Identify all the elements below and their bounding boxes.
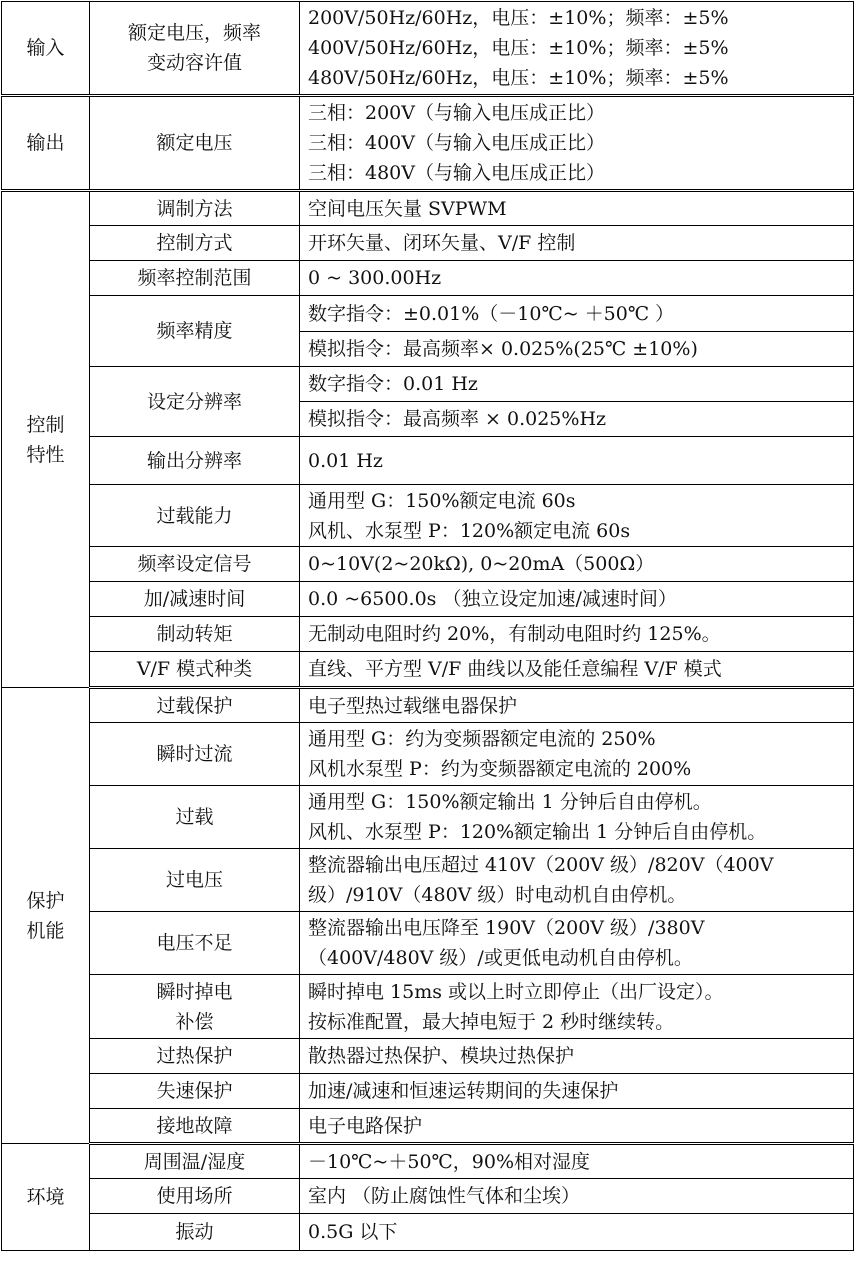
category-label-line: 输出 [26, 132, 65, 154]
value-text: 室内 （防止腐蚀性气体和尘埃） [308, 1185, 581, 1207]
item-cell [90, 1179, 300, 1214]
value-text: 480V/50Hz/60Hz，电压：±10%；频率：±5% [308, 67, 729, 89]
item-label-line: 使用场所 [156, 1185, 233, 1207]
value-text: 风机水泵型 P：约为变频器额定电流的 200% [308, 758, 692, 780]
item-label-line: 过载 [175, 806, 214, 828]
value-text: 通用型 G：150%额定电流 60s [308, 489, 576, 512]
item-cell [90, 849, 300, 912]
value-text: 级）/910V（480V 级）时电动机自由停机。 [308, 884, 687, 906]
value-text: 直线、平方型 V/F 曲线以及能任意编程 V/F 模式 [308, 658, 722, 680]
table-row [2, 1179, 854, 1214]
value-text: 0 ~ 300.00Hz [308, 267, 442, 289]
item-cell [90, 1074, 300, 1109]
item-label-line: 过电压 [165, 869, 223, 891]
value-cell [300, 723, 854, 786]
value-text: 三相：400V（与输入电压成正比） [308, 132, 605, 154]
item-label-line: 额定电压，频率 [127, 22, 261, 44]
value-cell [300, 191, 854, 226]
value-text: 400V/50Hz/60Hz，电压：±10%；频率：±5% [308, 37, 729, 59]
item-cell [90, 688, 300, 723]
value-text: 通用型 G：150%额定输出 1 分钟后自由停机。 [308, 791, 712, 813]
value-cell [300, 617, 854, 652]
item-cell [90, 975, 300, 1039]
item-cell [90, 1039, 300, 1074]
item-label-line: 周围温/湿度 [143, 1150, 246, 1173]
item-cell [90, 786, 300, 849]
value-text: 按标准配置，最大掉电短于 2 秒时继续转。 [308, 1010, 675, 1033]
table-row [2, 786, 854, 849]
value-text: 风机、水泵型 P：120%额定输出 1 分钟后自由停机。 [308, 821, 767, 843]
item-label-line: 瞬时过流 [156, 743, 233, 765]
item-cell [90, 296, 300, 367]
table-row [2, 1039, 854, 1074]
item-cell [90, 2, 300, 96]
value-cell [300, 912, 854, 975]
table-row [2, 1144, 854, 1179]
item-cell [90, 1214, 300, 1251]
value-text: 加速/减速和恒速运转期间的失速保护 [308, 1080, 619, 1102]
value-text: 整流器输出电压超过 410V（200V 级）/820V（400V [308, 854, 774, 876]
table-row [2, 437, 854, 485]
table-row [2, 617, 854, 652]
value-text: 散热器过热保护、模块过热保护 [308, 1045, 575, 1067]
item-cell [90, 191, 300, 226]
category-label-line: 保护 [26, 889, 65, 912]
item-label-line: 频率控制范围 [137, 267, 252, 289]
table-row [2, 96, 854, 191]
value-text: 通用型 G：约为变频器额定电流的 250% [308, 728, 656, 750]
item-label-line: V/F 模式种类 [136, 658, 253, 680]
item-label-line: 变动容许值 [146, 52, 242, 74]
table-row [2, 547, 854, 582]
table-row [2, 2, 854, 96]
table-row [2, 485, 854, 547]
table-row [2, 226, 854, 261]
item-cell [90, 617, 300, 652]
value-text: 数字指令：0.01 Hz [308, 373, 478, 395]
value-cell [300, 1039, 854, 1074]
value-cell [300, 1074, 854, 1109]
value-cell [300, 226, 854, 261]
table-row [2, 296, 854, 332]
item-label-line: 输出分辨率 [146, 449, 242, 472]
item-label-line: 调制方法 [156, 197, 233, 220]
value-cell [300, 688, 854, 723]
value-cell [300, 332, 854, 367]
table-row [2, 849, 854, 912]
value-text: 电子型热过载继电器保护 [308, 694, 518, 717]
item-label-line: 电压不足 [156, 932, 233, 954]
value-cell [300, 975, 854, 1039]
item-cell [90, 437, 300, 485]
value-text: 0.5G 以下 [308, 1221, 398, 1243]
table-row [2, 582, 854, 617]
value-text: 0.0 ~6500.0s （独立设定加速/减速时间） [308, 588, 677, 610]
item-cell [90, 1144, 300, 1179]
value-cell [300, 1144, 854, 1179]
value-cell [300, 652, 854, 688]
value-text: 开环矢量、闭环矢量、V/F 控制 [308, 232, 576, 254]
item-label-line: 瞬时掉电 [156, 980, 233, 1003]
table-row [2, 912, 854, 975]
item-label-line: 频率设定信号 [137, 553, 252, 575]
value-text: 电子电路保护 [308, 1114, 423, 1137]
value-cell [300, 2, 854, 96]
item-cell [90, 96, 300, 191]
item-label-line: 补偿 [175, 1010, 214, 1033]
item-cell [90, 912, 300, 975]
item-label-line: 加/减速时间 [143, 588, 246, 610]
item-label-line: 频率精度 [156, 320, 233, 342]
table-row [2, 1109, 854, 1144]
item-cell [90, 485, 300, 547]
category-label-line: 环境 [26, 1186, 65, 1208]
value-cell [300, 547, 854, 582]
value-cell [300, 437, 854, 485]
table-row [2, 723, 854, 786]
value-text: 模拟指令：最高频率× 0.025%(25℃ ±10%) [308, 338, 698, 360]
value-text: 数字指令：±0.01%（－10℃~ ＋50℃ ） [308, 302, 675, 325]
spec-table [1, 1, 854, 1251]
value-text: 200V/50Hz/60Hz，电压：±10%；频率：±5% [308, 7, 729, 29]
table-row [2, 1074, 854, 1109]
table-row [2, 367, 854, 402]
value-text: （400V/480V 级）/或更低电动机自由停机。 [308, 947, 693, 969]
table-row [2, 652, 854, 688]
value-cell [300, 296, 854, 332]
item-label-line: 过载能力 [156, 504, 233, 527]
category-label-line: 机能 [26, 919, 65, 942]
item-label-line: 额定电压 [156, 132, 233, 154]
category-cell [2, 688, 90, 1144]
category-cell [2, 96, 90, 191]
item-cell [90, 226, 300, 261]
value-cell [300, 849, 854, 912]
item-cell [90, 652, 300, 688]
value-cell [300, 786, 854, 849]
table-row [2, 1214, 854, 1251]
value-text: 0.01 Hz [308, 449, 383, 472]
value-text: －10℃~＋50℃，90%相对湿度 [308, 1150, 591, 1173]
item-cell [90, 367, 300, 437]
value-cell [300, 582, 854, 617]
value-text: 三相：200V（与输入电压成正比） [308, 102, 605, 124]
item-label-line: 过载保护 [156, 694, 233, 717]
value-text: 瞬时掉电 15ms 或以上时立即停止（出厂设定）。 [308, 980, 724, 1003]
value-text: 三相：480V（与输入电压成正比） [308, 162, 605, 184]
category-cell [2, 2, 90, 96]
table-row [2, 191, 854, 226]
item-cell [90, 261, 300, 296]
category-label-line: 控制 [26, 413, 65, 436]
value-cell [300, 1109, 854, 1144]
value-text: 风机、水泵型 P：120%额定电流 60s [308, 519, 631, 542]
value-text: 模拟指令：最高频率 × 0.025%Hz [308, 408, 607, 430]
item-cell [90, 582, 300, 617]
item-label-line: 制动转矩 [156, 623, 233, 645]
item-cell [90, 1109, 300, 1144]
table-row [2, 975, 854, 1039]
value-cell [300, 261, 854, 296]
value-cell [300, 1179, 854, 1214]
category-label-line: 输入 [26, 37, 65, 59]
category-label-line: 特性 [26, 443, 65, 466]
value-text: 空间电压矢量 SVPWM [308, 197, 507, 220]
item-label-line: 接地故障 [156, 1114, 233, 1137]
value-cell [300, 1214, 854, 1251]
category-cell [2, 191, 90, 688]
table-row [2, 688, 854, 723]
value-cell [300, 402, 854, 437]
item-cell [90, 547, 300, 582]
item-cell [90, 723, 300, 786]
item-label-line: 振动 [175, 1221, 214, 1243]
value-cell [300, 367, 854, 402]
value-text: 整流器输出电压降至 190V（200V 级）/380V [308, 917, 705, 939]
item-label-line: 设定分辨率 [146, 390, 242, 413]
item-label-line: 失速保护 [156, 1080, 233, 1102]
item-label-line: 过热保护 [156, 1045, 233, 1067]
value-text: 无制动电阻时约 20%，有制动电阻时约 125%。 [308, 623, 721, 645]
value-cell [300, 96, 854, 191]
category-cell [2, 1144, 90, 1251]
value-cell [300, 485, 854, 547]
table-row [2, 261, 854, 296]
item-label-line: 控制方式 [156, 232, 233, 254]
value-text: 0~10V(2~20kΩ), 0~20mA（500Ω） [308, 553, 655, 575]
